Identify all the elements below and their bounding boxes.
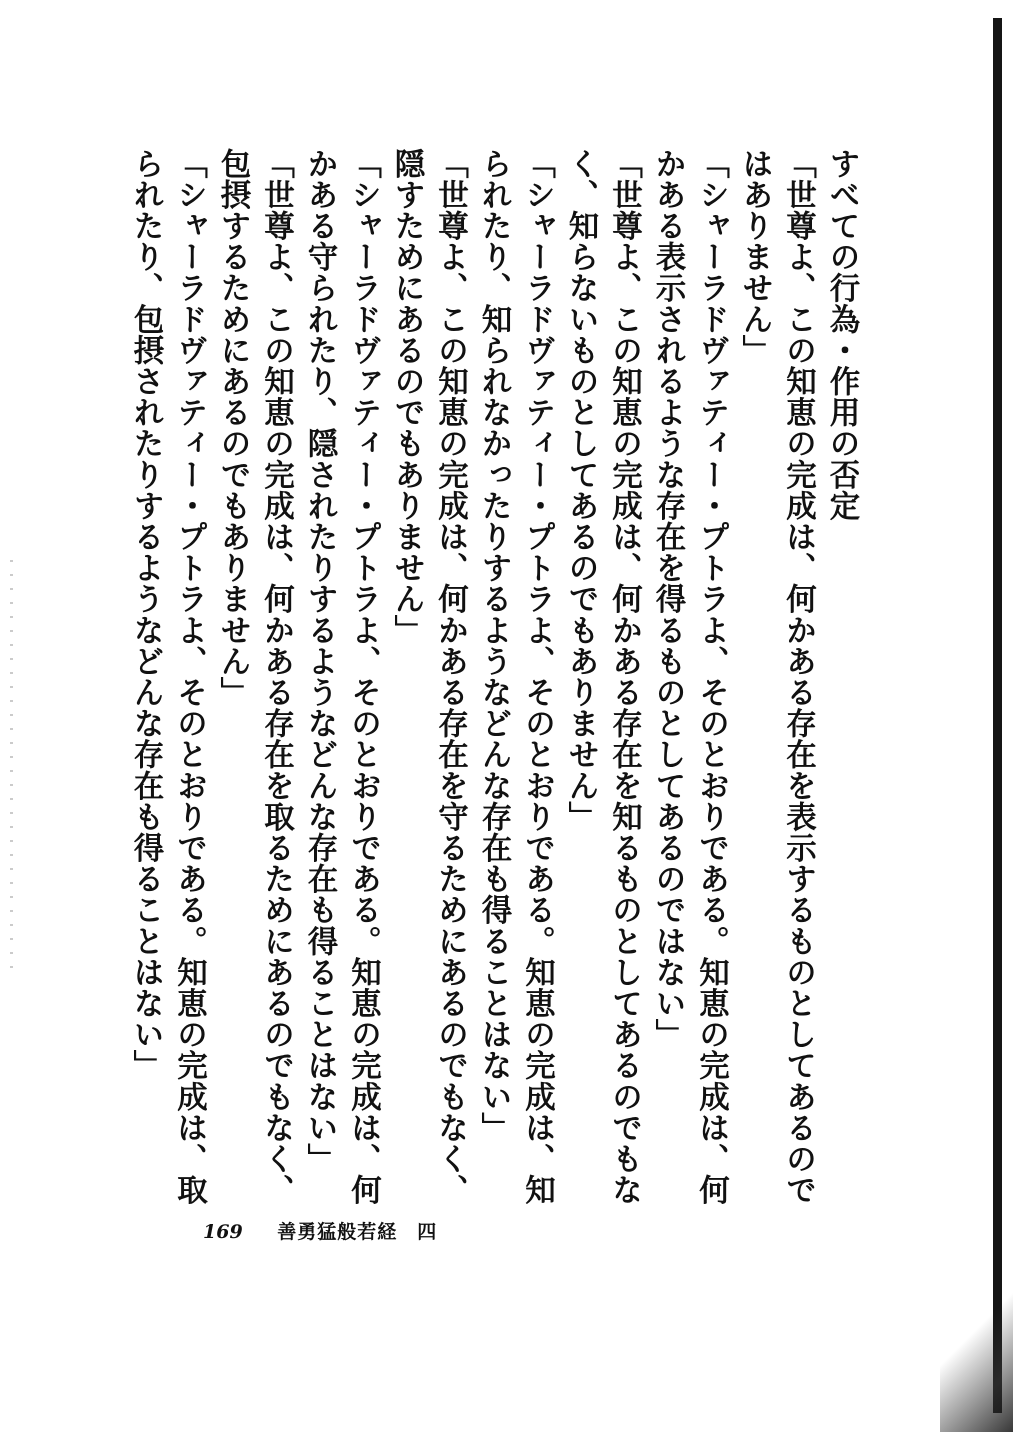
paragraph: 「シャーラドヴァティー・プトラよ、そのとおりである。知恵の完成は、知られたり、知られなかったりするようなどんな存在も得ることはない」 xyxy=(476,148,556,1206)
paragraph: 「シャーラドヴァティー・プトラよ、そのとおりである。知恵の完成は、何かある守られたり、隠されたりするようなどんな存在も得ることはない」 xyxy=(302,148,382,1206)
paragraph: 「シャーラドヴァティー・プトラよ、そのとおりである。知恵の完成は、何かある表示されるような存在を得るものとしてあるのではない」 xyxy=(650,148,730,1206)
paragraph: 「世尊よ、この知恵の完成は、何かある存在を守るためにあるのでもなく、隠すためにあるのでもありません」 xyxy=(389,148,469,1206)
paragraph: 「世尊よ、この知恵の完成は、何かある存在を取るためにあるのでもなく、包摂するためにあるのでもありません」 xyxy=(215,148,295,1206)
paragraph: 「世尊よ、この知恵の完成は、何かある存在を表示するものとしてあるのではありません」 xyxy=(737,148,817,1206)
page-number: 169 xyxy=(203,1221,243,1243)
scan-corner-shadow xyxy=(940,1290,1013,1432)
paragraph: 「シャーラドヴァティー・プトラよ、そのとおりである。知恵の完成は、取られたり、包摂されたりするようなどんな存在も得ることはない」 xyxy=(128,148,208,1206)
running-title: 善勇猛般若経 四 xyxy=(277,1221,438,1243)
page-footer xyxy=(203,1217,437,1244)
section-title: すべての行為・作用の否定 xyxy=(824,148,860,522)
paragraph: 「世尊よ、この知恵の完成は、何かある存在を知るものとしてあるのでもなく、知らないものとしてあるのでもありません」 xyxy=(563,148,643,1206)
scan-page-edge xyxy=(993,18,1002,1413)
scan-gutter-marks xyxy=(10,560,13,980)
vertical-text-body xyxy=(124,148,864,1208)
